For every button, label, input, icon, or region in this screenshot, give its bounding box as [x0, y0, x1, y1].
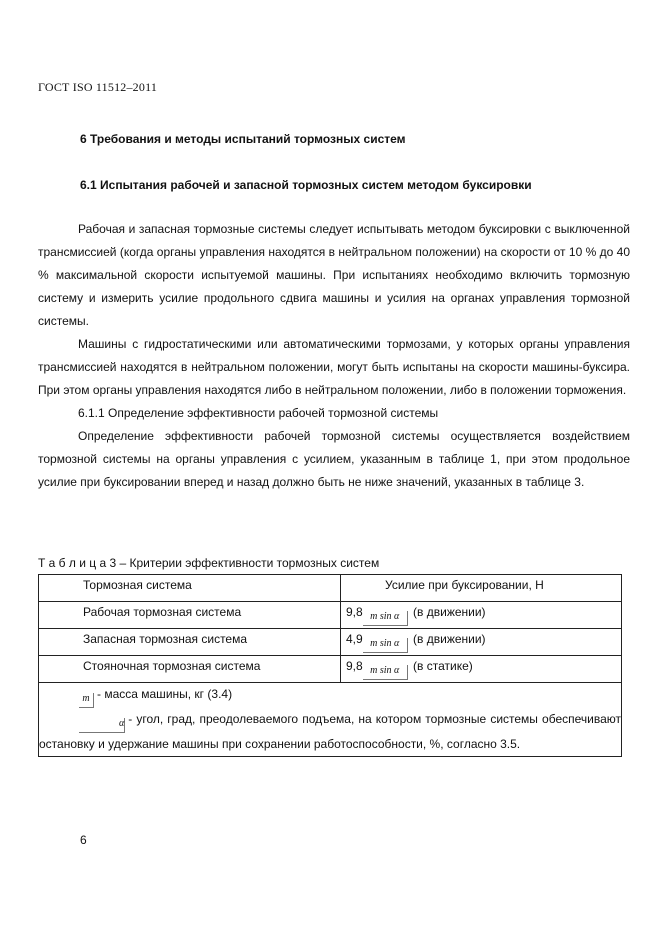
coefficient: 9,8: [346, 659, 363, 673]
condition: (в движении): [413, 632, 486, 646]
section-title: 6 Требования и методы испытаний тормозных систем: [80, 132, 406, 146]
row-force: [341, 629, 622, 656]
row-force: [341, 656, 622, 683]
paragraph-1: Рабочая и запасная тормозные системы следует испытывать методом буксировки с выключенной трансмиссией (когда органы управления находятся в нейтральном положении) на скорости от 10 % до 40 % максимальной скорости испытуемой машины. При испытаниях необходимо включить тормозную систему и измерить усилие продольного сдвига машины и усилия на органах управления тормозной системы.: [38, 222, 630, 328]
header-force: Усилие при буксировании, Н: [341, 575, 622, 602]
table-row: [39, 629, 622, 656]
paragraph-2: Машины с гидростатическими или автоматическими тормозами, у которых органы управления трансмиссией находятся в нейтральном положении, могут быть испытаны на скорости машины-буксира. При этом органы управления находятся либо в нейтральном положении, либо в положении торможения.: [38, 337, 630, 397]
coefficient: 4,9: [346, 632, 363, 646]
symbol-m: m: [79, 693, 94, 708]
body-text: [38, 218, 630, 494]
symbol-alpha: α: [79, 718, 125, 733]
paragraph-3: 6.1.1 Определение эффективности рабочей тормозной системы: [78, 406, 439, 420]
row-system: Стояночная тормозная система: [39, 656, 341, 683]
document-code: ГОСТ ISO 11512–2011: [38, 80, 158, 94]
criteria-table: [38, 574, 622, 757]
formula-m-sin-alpha: m sin α: [363, 611, 408, 626]
row-system: Запасная тормозная система: [39, 629, 341, 656]
condition: (в движении): [413, 605, 486, 619]
note-mass: m - масса машины, кг (3.4): [39, 683, 621, 708]
row-system: Рабочая тормозная система: [39, 602, 341, 629]
page-number: 6: [80, 833, 87, 847]
row-force: [341, 602, 622, 629]
table-row: [39, 602, 622, 629]
table-row: [39, 656, 622, 683]
condition: (в статике): [413, 659, 473, 673]
table-notes: [39, 683, 622, 757]
table-caption: Т а б л и ц а 3 – Критерии эффективности тормозных систем: [38, 556, 380, 570]
formula-m-sin-alpha: m sin α: [363, 665, 408, 680]
coefficient: 9,8: [346, 605, 363, 619]
note-angle: α - угол, град, преодолеваемого подъема, на котором тормозные системы обеспечивают остановку и удержание машины при сохранении работоспособности, %, согласно 3.5.: [39, 712, 621, 751]
formula-m-sin-alpha: m sin α: [363, 638, 408, 653]
paragraph-4: Определение эффективности рабочей тормозной системы осуществляется воздействием тормозной системы на органы управления с усилием, указанным в таблице 1, при этом продольное усилие при буксировании вперед и назад должно быть не ниже значений, указанных в таблице 3.: [38, 429, 630, 489]
subsection-title: 6.1 Испытания рабочей и запасной тормозных систем методом буксировки: [80, 178, 532, 192]
header-system: Тормозная система: [39, 575, 341, 602]
table-header-row: [39, 575, 622, 602]
table-notes-row: [39, 683, 622, 757]
